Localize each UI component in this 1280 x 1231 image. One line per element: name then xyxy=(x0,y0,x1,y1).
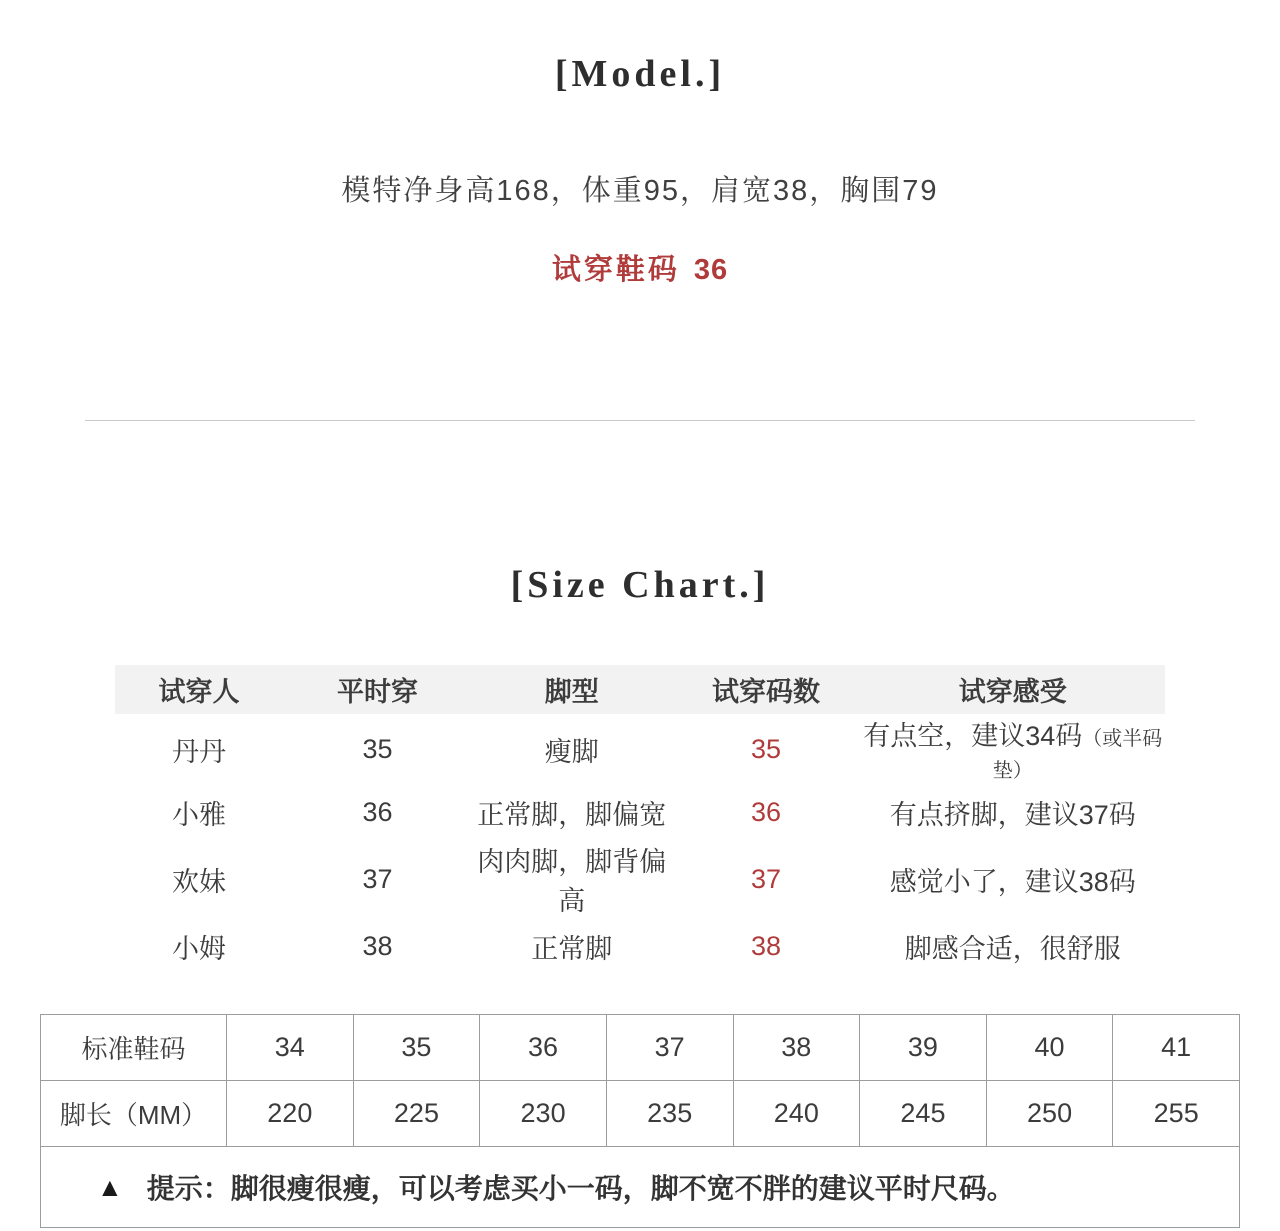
section-divider xyxy=(85,420,1195,421)
footlength-value: 240 xyxy=(733,1081,860,1147)
table-row xyxy=(41,1081,1240,1147)
footlength-value: 245 xyxy=(860,1081,987,1147)
cell-person: 小雅 xyxy=(172,799,226,830)
cell-foot-type: 正常脚，脚偏宽 xyxy=(477,799,667,830)
footlength-row-label: 脚长（MM） xyxy=(41,1081,227,1147)
cell-person: 丹丹 xyxy=(172,736,226,767)
cell-feeling xyxy=(861,714,1166,784)
footlength-value: 250 xyxy=(986,1081,1113,1147)
size-row-label: 标准鞋码 xyxy=(41,1015,227,1081)
footlength-value: 225 xyxy=(353,1081,480,1147)
model-stats: 模特净身高168，体重95，肩宽38，胸围79 xyxy=(341,175,939,207)
tip-text: 提示：脚很瘦很瘦，可以考虑买小一码，脚不宽不胖的建议平时尺码。 xyxy=(146,1173,1015,1204)
cell-usual-size: 36 xyxy=(362,796,393,827)
size-value: 37 xyxy=(606,1015,733,1081)
table-row xyxy=(115,714,1165,784)
size-chart-title: [Size Chart.] xyxy=(510,564,770,606)
cell-foot-type: 肉肉脚，脚背偏高 xyxy=(477,847,667,916)
tryon-label: 试穿鞋码 xyxy=(551,254,680,286)
size-value: 40 xyxy=(986,1015,1113,1081)
model-tryon-size-line xyxy=(0,247,1280,288)
table-row xyxy=(115,840,1165,918)
size-value: 35 xyxy=(353,1015,480,1081)
footlength-value: 235 xyxy=(606,1081,733,1147)
size-value: 34 xyxy=(227,1015,354,1081)
cell-usual-size: 37 xyxy=(362,863,393,894)
cell-usual-size: 35 xyxy=(362,733,393,764)
cell-foot-type: 瘦脚 xyxy=(544,736,599,767)
size-value: 39 xyxy=(860,1015,987,1081)
header-person: 试穿人 xyxy=(115,665,283,714)
table-row xyxy=(41,1015,1240,1081)
feeling-text: 有点挤脚，建议37码 xyxy=(889,799,1136,830)
header-feeling: 试穿感受 xyxy=(861,665,1166,714)
cell-usual-size: 38 xyxy=(362,930,393,961)
cell-person: 小姆 xyxy=(172,933,226,964)
fit-table-header-row xyxy=(115,665,1165,714)
table-row xyxy=(115,918,1165,974)
header-tryon-size: 试穿码数 xyxy=(672,665,861,714)
table-row xyxy=(115,784,1165,840)
feeling-text: 有点空，建议34码 xyxy=(863,721,1083,751)
cell-tryon-size: 37 xyxy=(750,863,782,894)
size-conversion-table xyxy=(40,1014,1240,1147)
size-value: 36 xyxy=(480,1015,607,1081)
footlength-value: 220 xyxy=(227,1081,354,1147)
size-value: 41 xyxy=(1113,1015,1240,1081)
header-usual-size: 平时穿 xyxy=(283,665,472,714)
size-value: 38 xyxy=(733,1015,860,1081)
fit-feedback-table xyxy=(115,665,1165,974)
cell-person: 欢妹 xyxy=(172,866,226,897)
cell-feeling xyxy=(861,784,1166,840)
feeling-text: 脚感合适，很舒服 xyxy=(904,933,1121,964)
tip-box xyxy=(40,1146,1240,1228)
footlength-value: 230 xyxy=(480,1081,607,1147)
cell-tryon-size: 35 xyxy=(750,733,782,764)
cell-feeling xyxy=(861,918,1166,974)
model-title: [Model.] xyxy=(554,53,726,95)
header-foot-type: 脚型 xyxy=(472,665,672,714)
feeling-note: （或半码垫） xyxy=(992,728,1163,782)
triangle-icon: ▲ xyxy=(97,1171,123,1202)
cell-feeling xyxy=(861,840,1166,918)
model-section xyxy=(0,0,1280,288)
tryon-value: 36 xyxy=(693,254,729,286)
cell-tryon-size: 36 xyxy=(750,796,782,827)
cell-foot-type: 正常脚 xyxy=(531,933,613,964)
feeling-text: 感觉小了，建议38码 xyxy=(889,866,1136,897)
size-chart-section xyxy=(0,563,1280,1228)
footlength-value: 255 xyxy=(1113,1081,1240,1147)
cell-tryon-size: 38 xyxy=(750,930,782,961)
